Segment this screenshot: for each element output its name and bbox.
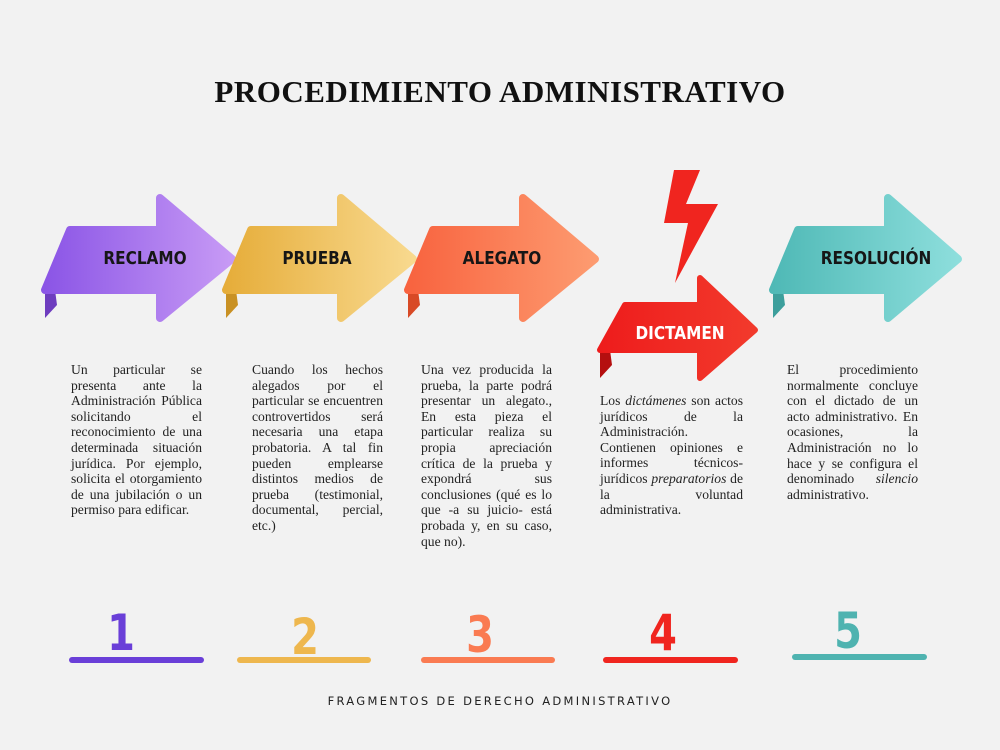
step-arrow-prueba (226, 198, 413, 318)
step-label-3: ALEGATO (462, 246, 542, 269)
step-description-5 (787, 362, 918, 502)
step-number-3: 3 (466, 605, 494, 665)
step-number-2: 2 (291, 607, 319, 667)
lightning-bolt-icon (664, 170, 718, 283)
step-description-4 (600, 393, 743, 518)
step-number-5: 5 (834, 601, 862, 661)
description-text: El procedimiento normalmente concluye con el dictado de un acto administrativo. En ocasiones, la Administración no lo hace y se configura el denominado (787, 362, 918, 487)
description-text: administrativo. (787, 486, 869, 502)
step-label-4: DICTAMEN (635, 321, 725, 344)
step-number-1: 1 (107, 603, 135, 663)
description-emphasis: dictámenes (625, 393, 687, 408)
step-arrow-dictamen (600, 278, 755, 378)
step-description-3: Una vez producida la prueba, la parte podrá presentar un alegato., En esta pieza el particular realiza su propia apreciación crítica de la prueba y expondrá sus conclusiones (qué es lo que -a su juicio- está probada y, en su caso, que no). (421, 362, 552, 549)
step-description-2: Cuando los hechos alegados por el particular se encuentren controvertidos será necesaria una etapa probatoria. A tal fin pueden emplearse distintos medios de prueba (testimonial, documental, percial, etc.) (252, 362, 383, 533)
step-description-1: Un particular se presenta ante la Administración Pública solicitando el reconocimiento de una determinada situación jurídica. Por ejemplo, solicita el otorgamiento de una jubilación o un permiso para edificar. (71, 362, 202, 518)
step-label-5: RESOLUCIÓN (820, 246, 932, 269)
step-label-1: RECLAMO (103, 246, 187, 269)
step-label-2: PRUEBA (282, 246, 352, 269)
description-emphasis: preparatorios (651, 470, 727, 486)
description-emphasis: silencio (875, 471, 918, 487)
step-number-4: 4 (649, 603, 677, 663)
description-text: son actos jurídicos de la Administración. Contienen opiniones e informes técnicos-jurídicos (600, 393, 743, 486)
step-arrow-alegato (408, 198, 595, 318)
description-text: Los (600, 393, 626, 408)
footer-caption: FRAGMENTOS DE DERECHO ADMINISTRATIVO (327, 694, 673, 708)
step-arrow-resolucion (773, 198, 958, 318)
step-arrow-reclamo (45, 198, 232, 318)
description-text: de la voluntad administrativa. (600, 470, 743, 518)
page-title: PROCEDIMIENTO ADMINISTRATIVO (214, 74, 786, 109)
